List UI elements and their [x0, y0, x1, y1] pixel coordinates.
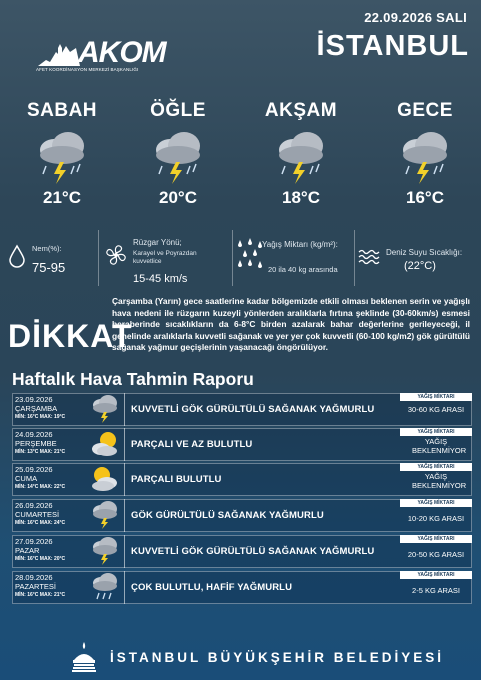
thunderstorm-cloud-icon	[34, 128, 90, 186]
waves-icon	[358, 248, 380, 266]
period-noon	[123, 100, 233, 208]
row-description: KUVVETLİ GÖK GÜRÜLTÜLÜ SAĞANAK YAĞMURLU	[131, 546, 375, 557]
row-minmax: MİN: 16°C MAX: 20°C	[15, 556, 66, 562]
row-date: 23.09.2026	[15, 395, 53, 404]
akom-logo	[36, 36, 176, 74]
divider	[232, 230, 233, 286]
sun-cloud-icon	[90, 464, 120, 494]
forecast-row	[12, 463, 472, 496]
skyline-icon	[36, 38, 82, 68]
period-name: SABAH	[26, 100, 98, 121]
thunderstorm-cloud-icon	[90, 500, 120, 530]
period-temp: 20°C	[159, 188, 197, 207]
period-temp: 18°C	[282, 188, 320, 207]
city-name: İSTANBUL	[316, 30, 469, 62]
forecast-row	[12, 535, 472, 568]
rain-cloud-icon	[90, 572, 120, 602]
row-minmax: MİN: 16°C MAX: 21°C	[15, 592, 66, 598]
period-name: ÖĞLE	[150, 100, 206, 121]
row-description: PARÇALI VE AZ BULUTLU	[131, 439, 253, 450]
period-night	[370, 100, 480, 208]
period-morning	[7, 100, 117, 208]
weekly-report-title: Haftalık Hava Tahmin Raporu	[12, 369, 254, 389]
row-day: PERŞEMBE	[15, 439, 57, 448]
column-separator	[124, 428, 125, 461]
thunderstorm-cloud-icon	[90, 536, 120, 566]
row-day: PAZARTESİ	[15, 582, 56, 591]
report-date: 22.09.2026 SALI	[364, 10, 467, 25]
humidity-value: 75-95	[32, 260, 66, 275]
period-temp: 16°C	[406, 188, 444, 207]
forecast-row	[12, 571, 472, 604]
period-name: GECE	[397, 100, 453, 121]
rain-value: 30-60 KG ARASI	[407, 405, 465, 414]
row-date: 26.09.2026	[15, 501, 53, 510]
wind-value: 15-45 km/s	[133, 273, 188, 285]
row-description: KUVVETLİ GÖK GÜRÜLTÜLÜ SAĞANAK YAĞMURLU	[131, 404, 375, 415]
column-separator	[124, 571, 125, 604]
rain-value: YAĞIŞ BEKLENMİYOR	[412, 437, 467, 455]
period-temp: 21°C	[43, 188, 81, 207]
row-description: GÖK GÜRÜLTÜLÜ SAĞANAK YAĞMURLU	[131, 510, 324, 521]
rain-value: 20-50 KG ARASI	[407, 550, 465, 559]
droplet-icon	[8, 244, 26, 268]
rain-cell	[400, 428, 472, 461]
row-description: ÇOK BULUTLU, HAFİF YAĞMURLU	[131, 582, 293, 593]
sea-temp-value: (22°C)	[404, 260, 436, 272]
alert-text: Çarşamba (Yarın) gece saatlerine kadar bölgemizde etkili olması beklenen serin ve yağışlı hava nedeni ile rüzgarın kuzeyli yönlerden aralıklarla fırtına şeklinde (30-60km/s) esmesi beraberinde sıcaklıkların da 6-8°C birden azalarak bahar değerlerine gerileyeceği, il genelinde aralıklarla kuvvetli sağanak ve yer yer çok kuvvetli (60-100 kg/m2) gök gürültülü sağanak yağmur geçişlerinin yaşanacağı öngörülüyor.	[112, 296, 470, 353]
row-minmax: MİN: 13°C MAX: 21°C	[15, 449, 66, 455]
sun-cloud-icon	[90, 429, 120, 459]
divider	[354, 230, 355, 286]
row-date: 25.09.2026	[15, 465, 53, 474]
ibb-emblem-icon	[70, 640, 98, 674]
column-separator	[124, 463, 125, 496]
rain-value: 2-5 KG ARASI	[412, 586, 460, 595]
thunderstorm-cloud-icon	[397, 128, 453, 186]
logo-subtitle: AFET KOORDİNASYON MERKEZİ BAŞKANLIĞI	[36, 67, 139, 72]
thunderstorm-cloud-icon	[150, 128, 206, 186]
rain-label: Yağış Miktarı (kg/m²):	[262, 240, 338, 249]
rain-header: YAĞIŞ MİKTARI	[400, 499, 472, 507]
rain-value: 10-20 KG ARASI	[407, 514, 465, 523]
row-minmax: MİN: 14°C MAX: 22°C	[15, 484, 66, 490]
rain-cell	[400, 571, 472, 604]
row-description: PARÇALI BULUTLU	[131, 474, 222, 485]
period-name: AKŞAM	[264, 100, 338, 121]
rain-value: 20 ila 40 kg arasında	[268, 265, 338, 274]
row-minmax: MİN: 16°C MAX: 24°C	[15, 520, 66, 526]
row-day: ÇARŞAMBA	[15, 404, 58, 413]
period-evening	[246, 100, 356, 208]
divider	[98, 230, 99, 286]
column-separator	[124, 499, 125, 532]
forecast-row	[12, 393, 472, 426]
wind-label: Rüzgar Yönü;	[133, 238, 182, 247]
rain-header: YAĞIŞ MİKTARI	[400, 463, 472, 471]
row-day: PAZAR	[15, 546, 40, 555]
rain-cell	[400, 499, 472, 532]
wind-desc: Karayel ve Poyrazdan kuvvetlice	[133, 250, 197, 265]
row-date: 28.09.2026	[15, 573, 53, 582]
thunderstorm-cloud-icon	[273, 128, 329, 186]
alert-title: DİKKAT	[8, 318, 133, 354]
row-minmax: MİN: 16°C MAX: 19°C	[15, 414, 66, 420]
fan-icon	[104, 243, 128, 267]
humidity-label: Nem(%):	[32, 244, 62, 253]
rain-value: YAĞIŞ BEKLENMİYOR	[412, 472, 467, 490]
thunderstorm-cloud-icon	[90, 394, 120, 424]
row-day: CUMARTESİ	[15, 510, 60, 519]
rain-header: YAĞIŞ MİKTARI	[400, 571, 472, 579]
row-date: 27.09.2026	[15, 537, 53, 546]
forecast-row	[12, 499, 472, 532]
row-day: CUMA	[15, 474, 38, 483]
row-date: 24.09.2026	[15, 430, 53, 439]
rain-header: YAĞIŞ MİKTARI	[400, 535, 472, 543]
rain-header: YAĞIŞ MİKTARI	[400, 393, 472, 401]
rain-header: YAĞIŞ MİKTARI	[400, 428, 472, 436]
logo-text: AKOM	[78, 36, 166, 69]
column-separator	[124, 393, 125, 426]
forecast-row	[12, 428, 472, 461]
column-separator	[124, 535, 125, 568]
rain-cell	[400, 535, 472, 568]
footer-municipality: İSTANBUL BÜYÜKŞEHİR BELEDİYESİ	[110, 650, 445, 665]
rain-cell	[400, 463, 472, 496]
rain-cell	[400, 393, 472, 426]
sea-temp-label: Deniz Suyu Sıcaklığı:	[386, 248, 463, 257]
